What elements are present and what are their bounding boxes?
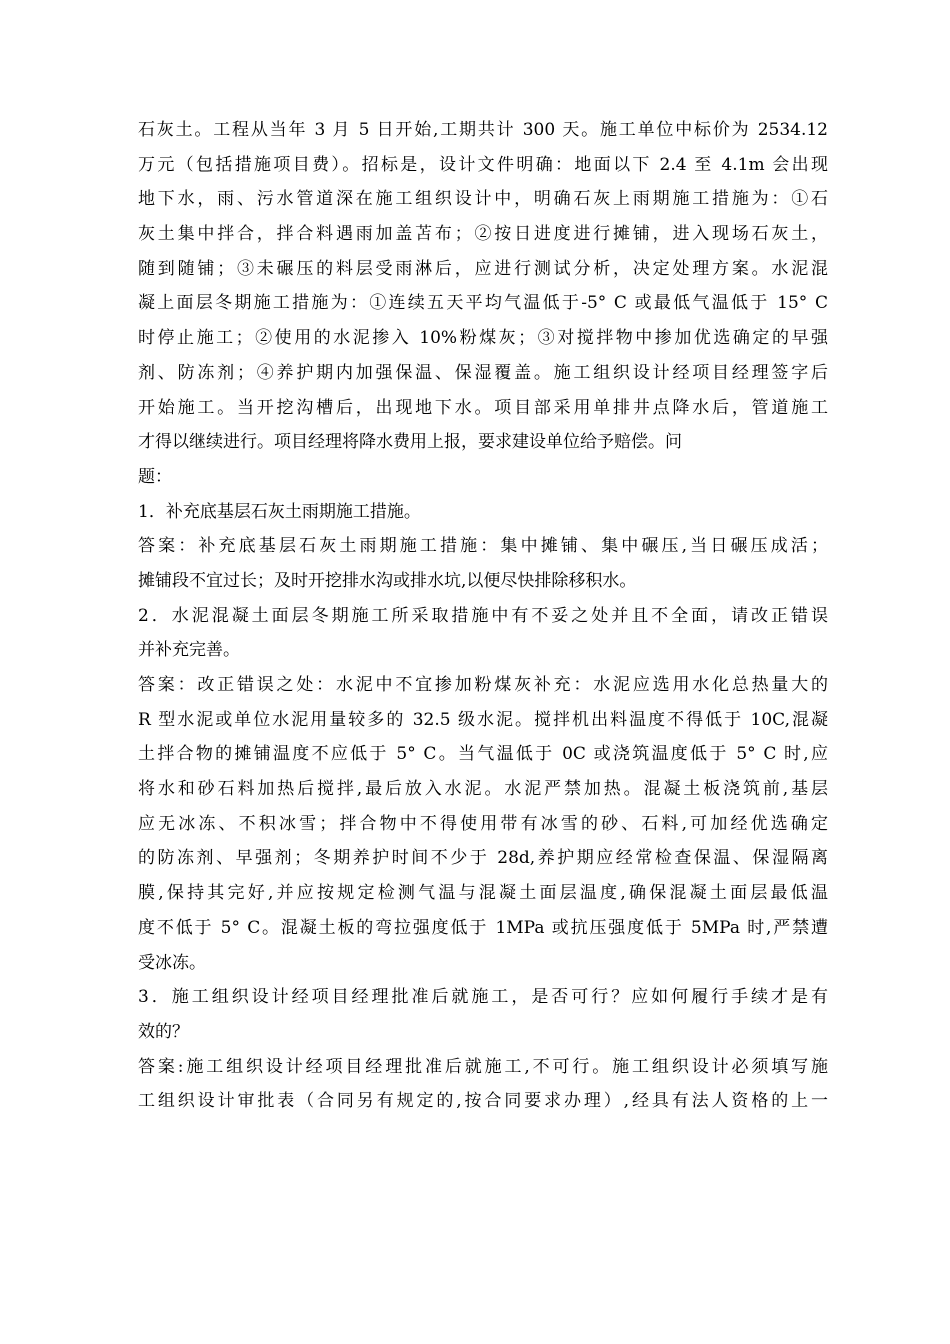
text-line: 时停止施工；②使用的水泥掺入 10%粉煤灰；③对搅拌物中掺加优选确定的早强: [138, 328, 828, 349]
answer-1-line: 答案：补充底基层石灰土雨期施工措施：集中摊铺、集中碾压,当日碾压成活；: [138, 536, 828, 557]
answer-3-line: 答案:施工组织设计经项目经理批准后就施工,不可行。施工组织设计必须填写施: [138, 1056, 828, 1077]
text-line: 万元（包括措施项目费）。招标是，设计文件明确：地面以下 2.4 至 4.1m 会出现: [138, 154, 828, 175]
answer-2-line: 膜,保持其完好,并应按规定检测气温与混凝土面层温度,确保混凝土面层最低温: [138, 883, 828, 904]
answer-2-line: R 型水泥或单位水泥用量较多的 32.5 级水泥。搅拌机出料温度不得低于 10C,混凝: [138, 709, 828, 730]
text-line: 地下水，雨、污水管道深在施工组织设计中，明确石灰上雨期施工措施为：①石: [138, 189, 828, 210]
answer-3-line: 工组织设计审批表（合同另有规定的,按合同要求办理）,经具有法人资格的上一: [138, 1091, 828, 1112]
question-3: 3．施工组织设计经项目经理批准后就施工，是否可行？应如何履行手续才是有: [138, 987, 828, 1008]
answer-2-line: 度不低于 5° C。混凝土板的弯拉强度低于 1MPa 或抗压强度低于 5MPa 时,严禁遭: [138, 917, 828, 938]
document-body: [138, 113, 828, 1119]
answer-2-line: 土拌合物的摊铺温度不应低于 5° C。当气温低于 0C 或浇筑温度低于 5° C 时,应: [138, 744, 828, 765]
answer-2-line: 应无冰冻、不积冰雪；拌合物中不得使用带有冰雪的砂、石料,可加经优选确定: [138, 813, 828, 834]
text-line: 题：: [138, 466, 172, 487]
question-2: 并补充完善。: [138, 640, 240, 661]
text-line: 才得以继续进行。项目经理将降水费用上报，要求建设单位给予赔偿。问: [138, 432, 682, 453]
text-line: 开始施工。当开挖沟槽后，出现地下水。项目部采用单排井点降水后，管道施工: [138, 397, 828, 418]
answer-2-line: 将水和砂石料加热后搅拌,最后放入水泥。水泥严禁加热。混凝土板浇筑前,基层: [138, 779, 828, 800]
question-3: 效的？: [138, 1021, 189, 1042]
answer-1-line: 摊铺段不宜过长；及时开挖排水沟或排水坑,以便尽快排除移积水。: [138, 570, 637, 591]
answer-2-line: 答案：改正错误之处：水泥中不宜掺加粉煤灰补充：水泥应选用水化总热量大的: [138, 675, 828, 695]
answer-2-line: 受冰冻。: [138, 952, 206, 973]
text-line: 灰土集中拌合，拌合料遇雨加盖苫布；②按日进度进行摊铺，进入现场石灰土，: [138, 224, 828, 245]
question-1: 1．补充底基层石灰土雨期施工措施。: [138, 501, 421, 522]
text-line: 随到随铺；③未碾压的料层受雨淋后，应进行测试分析，决定处理方案。水泥混: [138, 258, 828, 279]
text-line: 凝上面层冬期施工措施为：①连续五天平均气温低于-5° C 或最低气温低于 15° C: [138, 293, 828, 314]
question-2: 2．水泥混凝土面层冬期施工所采取措施中有不妥之处并且不全面，请改正错误: [138, 605, 828, 626]
answer-2-line: 的防冻剂、早强剂；冬期养护时间不少于 28d,养护期应经常检查保温、保湿隔离: [138, 848, 828, 869]
text-line: 剂、防冻剂；④养护期内加强保温、保湿覆盖。施工组织设计经项目经理签字后: [138, 362, 828, 383]
text-line: 石灰土。工程从当年 3 月 5 日开始,工期共计 300 天。施工单位中标价为 2534.12: [138, 120, 828, 140]
